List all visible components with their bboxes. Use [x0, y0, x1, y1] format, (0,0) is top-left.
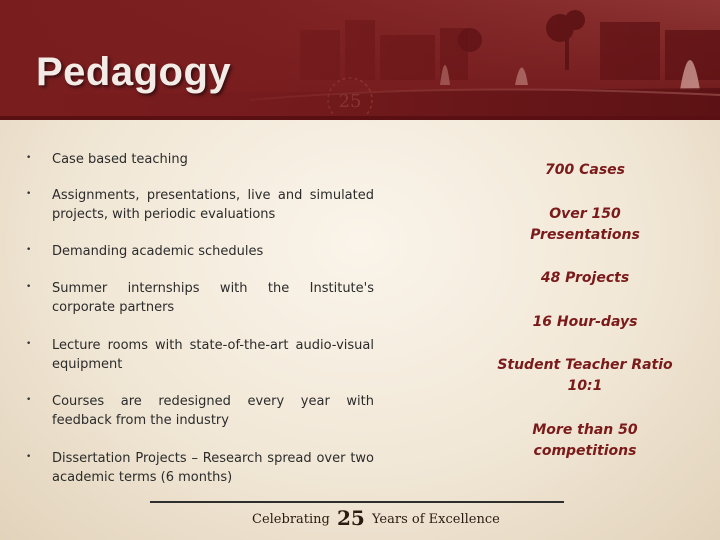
bullet-text: Lecture rooms with state-of-the-art audio-visual equipment — [52, 338, 374, 372]
bullet-icon: • — [26, 452, 32, 462]
bullet-icon: • — [26, 395, 32, 405]
footer-prefix: Celebrating — [252, 512, 330, 527]
bullet-text: Dissertation Projects – Research spread over two academic terms (6 months) — [52, 451, 374, 485]
bullet-text: Assignments, presentations, live and simulated projects, with periodic evaluations — [52, 188, 374, 222]
page-title: Pedagogy — [36, 50, 232, 94]
bullet-icon: • — [26, 245, 32, 255]
bullet-icon: • — [26, 189, 32, 199]
bullet-text: Demanding academic schedules — [52, 244, 264, 259]
stat-presentations: Over 150 Presentations — [530, 206, 640, 243]
bullet-text: Case based teaching — [52, 152, 188, 167]
bullet-icon: • — [26, 282, 32, 292]
bullet-icon: • — [26, 153, 32, 163]
bullet-text: Courses are redesigned every year with feedback from the industry — [52, 394, 374, 428]
stat-competitions: More than 50 competitions — [532, 422, 638, 459]
footer-divider — [150, 501, 564, 503]
footer-number: 25 — [337, 506, 365, 530]
footer-suffix: Years of Excellence — [371, 512, 500, 527]
stat-hours: 16 Hour-days — [532, 314, 638, 330]
stats-column — [490, 0, 680, 480]
stat-cases: 700 Cases — [545, 162, 625, 178]
stat-projects: 48 Projects — [540, 270, 630, 286]
bullet-text: Summer internships with the Institute's corporate partners — [52, 281, 374, 315]
bullet-icon: • — [26, 339, 32, 349]
stat-ratio: Student Teacher Ratio 10:1 — [497, 357, 673, 394]
footer-tagline — [252, 506, 500, 530]
